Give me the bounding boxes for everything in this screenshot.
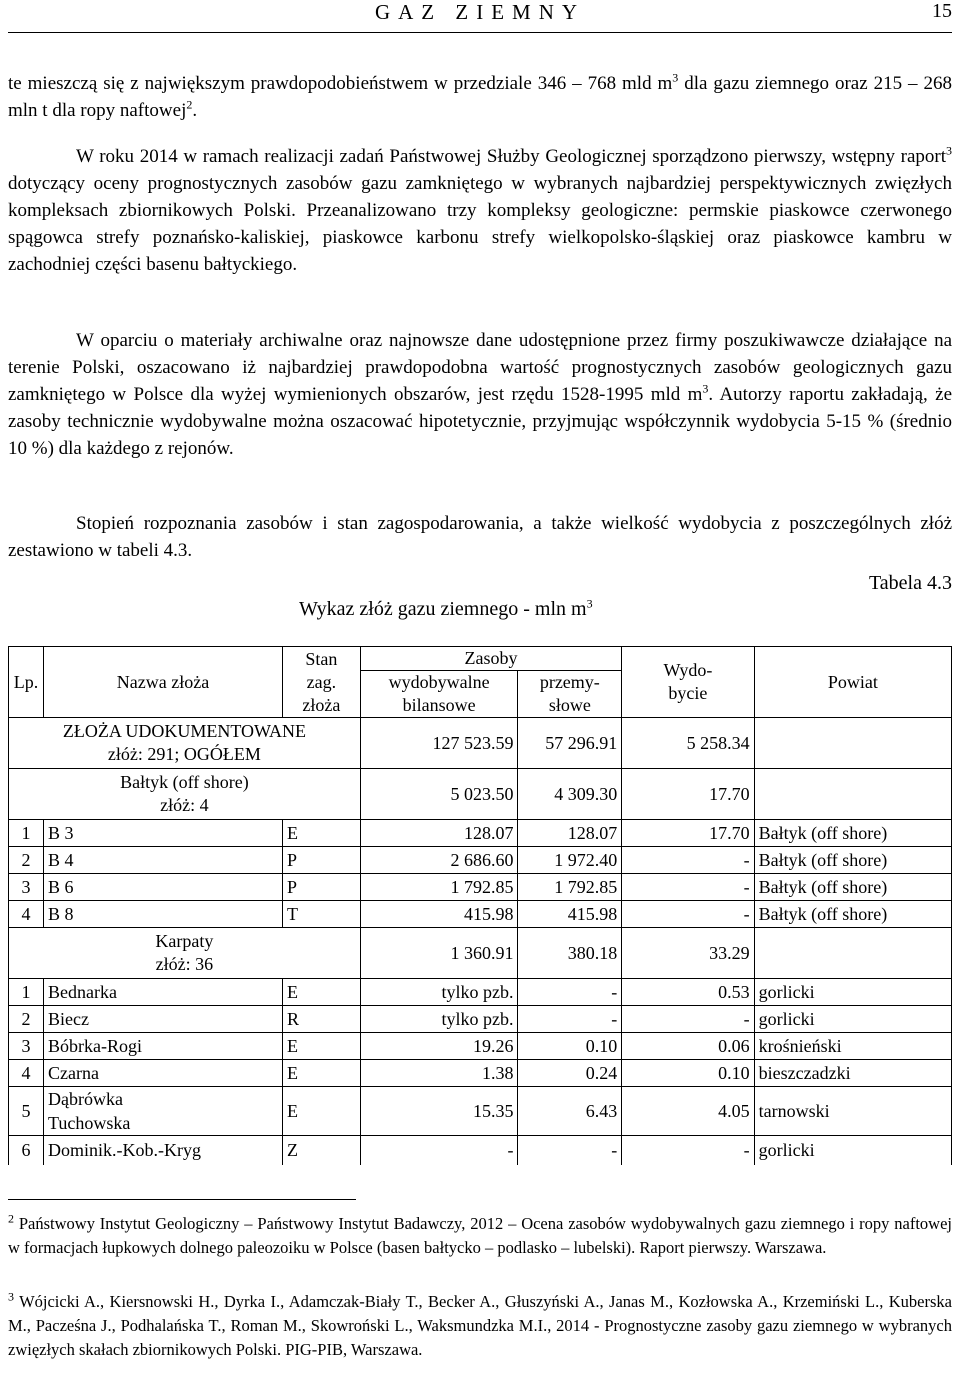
table-row	[9, 1087, 952, 1136]
cell-stan: R	[283, 1006, 361, 1033]
paragraph-4: Stopień rozpoznania zasobów i stan zagospodarowania, a także wielkość wydobycia z poszczególnych złóż zestawiono w tabeli 4.3.	[8, 513, 952, 561]
cell-name: Bednarka	[43, 979, 282, 1006]
cell-lp: 1	[9, 820, 44, 847]
header-wydobycie: Wydo- bycie	[622, 647, 754, 718]
cell-name: Dąbrówka Tuchowska	[43, 1087, 282, 1136]
cell-przemyslowe: 6.43	[518, 1087, 622, 1136]
footnote-ref-2[interactable]: 2	[186, 97, 193, 112]
superscript: 3	[672, 70, 679, 85]
cell-wydobycie: 17.70	[622, 820, 754, 847]
running-title: GAZ ZIEMNY	[374, 0, 586, 24]
cell-przemyslowe: 380.18	[518, 928, 622, 979]
cell-name: B 4	[43, 847, 282, 874]
paragraph-1-end: .	[192, 100, 198, 121]
cell-wydobycie: 0.10	[622, 1060, 754, 1087]
table-row	[9, 901, 952, 928]
cell-lp: 3	[9, 874, 44, 901]
summary-row-total	[9, 718, 952, 769]
footnote-3	[8, 1290, 952, 1362]
paragraph-2-text: W roku 2014 w ramach realizacji zadań Państwowej Służby Geologicznej sporządzono pierwszy, wstępny raport	[76, 146, 946, 167]
cell-stan: E	[283, 1060, 361, 1087]
cell-wydobywalne: 128.07	[360, 820, 518, 847]
cell-powiat	[754, 928, 951, 979]
cell-wydobywalne: 1.38	[360, 1060, 518, 1087]
footnote-2	[8, 1212, 952, 1260]
cell-wydobycie: -	[622, 847, 754, 874]
cell-lp: 4	[9, 1060, 44, 1087]
cell-wydobywalne: 1 360.91	[360, 928, 518, 979]
header-powiat: Powiat	[754, 647, 951, 718]
header-zasoby: Zasoby	[360, 647, 621, 671]
summary-row-baltyk	[9, 769, 952, 820]
cell-wydobycie: -	[622, 901, 754, 928]
cell-powiat	[754, 718, 951, 769]
cell-name: Biecz	[43, 1006, 282, 1033]
paragraph-2	[8, 143, 952, 278]
cell-lp: 2	[9, 847, 44, 874]
cell-stan: E	[283, 1033, 361, 1060]
cell-stan: Z	[283, 1136, 361, 1166]
cell-wydobycie: -	[622, 874, 754, 901]
footnote-ref-3[interactable]: 3	[946, 143, 952, 158]
cell-wydobywalne: 415.98	[360, 901, 518, 928]
cell-name: B 3	[43, 820, 282, 847]
cell-name: Czarna	[43, 1060, 282, 1087]
paragraph-1	[8, 70, 952, 124]
cell-powiat: gorlicki	[754, 1136, 951, 1166]
footnote-number: 2	[8, 1211, 14, 1226]
cell-wydobywalne: 15.35	[360, 1087, 518, 1136]
cell-przemyslowe: -	[518, 1006, 622, 1033]
cell-stan: P	[283, 874, 361, 901]
table-row	[9, 1136, 952, 1166]
table-title	[299, 598, 593, 621]
cell-wydobywalne: tylko pzb.	[360, 1006, 518, 1033]
cell-wydobywalne: 1 792.85	[360, 874, 518, 901]
cell-wydobycie: 17.70	[622, 769, 754, 820]
cell-powiat: Bałtyk (off shore)	[754, 901, 951, 928]
cell-wydobywalne: 127 523.59	[360, 718, 518, 769]
superscript: 3	[586, 596, 593, 611]
cell-przemyslowe: 0.10	[518, 1033, 622, 1060]
cell-przemyslowe: 1 972.40	[518, 847, 622, 874]
summary-row-karpaty	[9, 928, 952, 979]
table-row	[9, 1060, 952, 1087]
cell-wydobywalne: tylko pzb.	[360, 979, 518, 1006]
header-wydobywalne: wydobywalne bilansowe	[360, 671, 518, 718]
header-lp: Lp.	[9, 647, 44, 718]
cell-stan: E	[283, 1087, 361, 1136]
cell-powiat	[754, 769, 951, 820]
summary-label: ZŁOŻA UDOKUMENTOWANE złóż: 291; OGÓŁEM	[9, 718, 361, 769]
cell-name: Dominik.-Kob.-Kryg	[43, 1136, 282, 1166]
page-header	[8, 0, 952, 33]
cell-name: B 8	[43, 901, 282, 928]
summary-label: Bałtyk (off shore) złóż: 4	[9, 769, 361, 820]
table-row	[9, 1006, 952, 1033]
cell-wydobywalne: 2 686.60	[360, 847, 518, 874]
cell-przemyslowe: 4 309.30	[518, 769, 622, 820]
table-header-row	[9, 647, 952, 671]
cell-name: Bóbrka-Rogi	[43, 1033, 282, 1060]
cell-przemyslowe: 415.98	[518, 901, 622, 928]
cell-stan: E	[283, 820, 361, 847]
table-row	[9, 1033, 952, 1060]
cell-wydobycie: -	[622, 1006, 754, 1033]
summary-label: Karpaty złóż: 36	[9, 928, 361, 979]
superscript: 3	[702, 381, 709, 396]
cell-stan: T	[283, 901, 361, 928]
cell-przemyslowe: 0.24	[518, 1060, 622, 1087]
table-row	[9, 979, 952, 1006]
cell-przemyslowe: -	[518, 1136, 622, 1166]
footnote-separator	[8, 1199, 356, 1200]
footnote-text: Państwowy Instytut Geologiczny – Państwowy Instytut Badawczy, 2012 – Ocena zasobów wydobywalnych gazu ziemnego i ropy naftowej w formacjach łupkowych dolnego paleozoiku w Polsce (basen bałtycko – podlasko – lubelski). Raport pierwszy. Warszawa.	[8, 1214, 952, 1257]
cell-powiat: Bałtyk (off shore)	[754, 847, 951, 874]
table-row	[9, 820, 952, 847]
cell-powiat: Bałtyk (off shore)	[754, 820, 951, 847]
cell-lp: 4	[9, 901, 44, 928]
cell-wydobywalne: 5 023.50	[360, 769, 518, 820]
footnote-text: Wójcicki A., Kiersnowski H., Dyrka I., Adamczak-Biały T., Becker A., Głuszyński A., Janas M., Kozłowska A., Krzemiński L., Kuberska M., Pacześna J., Podhalańska T., Roman M., Skowroński L., Waksmundzka M.I., 2014 - Prognostyczne zasoby gazu ziemnego w wybranych zwięzłych skałach zbiornikowych Polski. PIG-PIB, Warszawa.	[8, 1292, 952, 1359]
cell-lp: 5	[9, 1087, 44, 1136]
paragraph-3	[8, 327, 952, 462]
cell-powiat: bieszczadzki	[754, 1060, 951, 1087]
cell-przemyslowe: 1 792.85	[518, 874, 622, 901]
header-name: Nazwa złoża	[43, 647, 282, 718]
cell-wydobycie: 33.29	[622, 928, 754, 979]
cell-przemyslowe: 128.07	[518, 820, 622, 847]
cell-przemyslowe: -	[518, 979, 622, 1006]
cell-powiat: tarnowski	[754, 1087, 951, 1136]
table-row	[9, 874, 952, 901]
cell-wydobycie: 0.06	[622, 1033, 754, 1060]
table-title-text: Wykaz złóż gazu ziemnego - mln m	[299, 598, 587, 620]
paragraph-1-text: te mieszczą się z największym prawdopodobieństwem w przedziale 346 – 768 mld m	[8, 73, 673, 94]
cell-stan: E	[283, 979, 361, 1006]
cell-lp: 6	[9, 1136, 44, 1166]
cell-lp: 3	[9, 1033, 44, 1060]
cell-lp: 1	[9, 979, 44, 1006]
paragraph-3-text: W oparciu o materiały archiwalne oraz najnowsze dane udostępnione przez firmy poszukiwawcze działające na terenie Polski, oszacowano iż najbardziej prawdopodobna wartość prognostycznych zasobów geologicznych gazu zamkniętego w Polsce dla wyżej wymienionych obszarów, jest rzędu 1528-1995 mld m	[8, 330, 952, 405]
header-przemyslowe: przemy- słowe	[518, 671, 622, 718]
paragraph-1-text-cont: dla gazu ziemnego oraz 215 – 268 mln t dla ropy naftowej	[8, 73, 952, 121]
cell-wydobycie: -	[622, 1136, 754, 1166]
cell-stan: P	[283, 847, 361, 874]
cell-powiat: Bałtyk (off shore)	[754, 874, 951, 901]
header-stan: Stan zag. złoża	[283, 647, 361, 718]
table-label: Tabela 4.3	[868, 572, 952, 594]
cell-powiat: gorlicki	[754, 1006, 951, 1033]
cell-wydobycie: 0.53	[622, 979, 754, 1006]
cell-name: B 6	[43, 874, 282, 901]
paragraph-2-text-cont: dotyczący oceny prognostycznych zasobów gazu zamkniętego w wybranych najbardziej perspektywicznych zwięzłych kompleksach zbiornikowych Polski. Przeanalizowano trzy kompleksy geologiczne: permskie piaskowce czerwonego spągowca strefy poznańsko-kaliskiej, piaskowce karbonu strefy wielkopolsko-śląskiej oraz piaskowce kambru w zachodniej części basenu bałtyckiego.	[8, 173, 952, 275]
cell-powiat: gorlicki	[754, 979, 951, 1006]
footnote-number: 3	[8, 1289, 14, 1304]
page-number: 15	[932, 0, 952, 22]
cell-lp: 2	[9, 1006, 44, 1033]
paragraph-3-text-cont: . Autorzy raportu zakładają, że zasoby technicznie wydobywalne można oszacować hipotetycznie, przyjmując współczynnik wydobycia 5-15 % (średnio 10 %) dla każdego z rejonów.	[8, 384, 953, 459]
cell-przemyslowe: 57 296.91	[518, 718, 622, 769]
cell-wydobywalne: 19.26	[360, 1033, 518, 1060]
cell-wydobycie: 5 258.34	[622, 718, 754, 769]
cell-wydobycie: 4.05	[622, 1087, 754, 1136]
cell-wydobywalne: -	[360, 1136, 518, 1166]
gas-deposits-table	[8, 646, 952, 1165]
table-row	[9, 847, 952, 874]
cell-powiat: krośnieński	[754, 1033, 951, 1060]
